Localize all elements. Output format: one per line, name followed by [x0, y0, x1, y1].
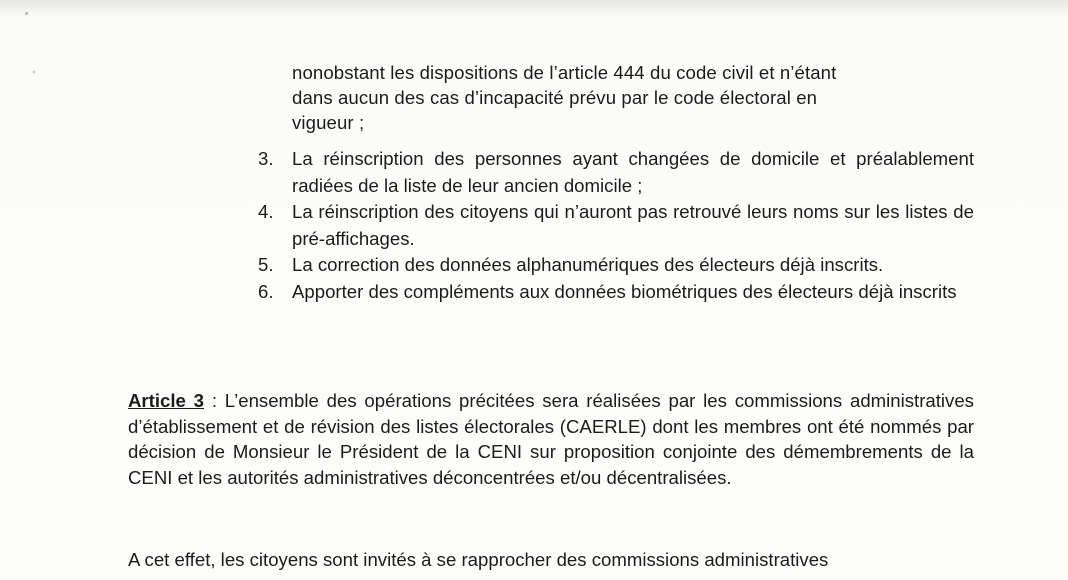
list-item-text: La réinscription des citoyens qui n’auront pas retrouvé leurs noms sur les listes de pré-affichages. [292, 201, 974, 249]
list-item [258, 199, 974, 252]
text-line: vigueur ; [292, 112, 365, 133]
article-3-paragraph [128, 388, 974, 490]
article-heading: Article 3 [128, 390, 205, 411]
list-number: 5. [258, 254, 274, 275]
continuation-paragraph [292, 60, 972, 135]
article-text: : L’ensemble des opérations précitées sera réalisées par les commissions administratives d’établissement et de révision des listes électorales (CAERLE) dont les membres ont été nommés par décision de Monsieur le Président de la CENI sur proposition conjointe des démembrements de la CENI et les autorités administratives déconcentrées et/ou décentralisées. [128, 390, 974, 488]
closing-paragraph [128, 547, 974, 573]
scan-speck [33, 71, 35, 73]
list-item-text: Apporter des compléments aux données biométriques des électeurs déjà inscrits [292, 280, 957, 302]
list-item-text: La correction des données alphanumériques des électeurs déjà inscrits. [292, 254, 884, 275]
scan-edge [0, 0, 1068, 14]
list-item-text: La réinscription des personnes ayant changées de domicile et préalablement radiées de la liste de leur ancien domicile ; [292, 148, 974, 196]
list-item [258, 252, 974, 279]
list-number: 6. [258, 280, 274, 302]
list-item [258, 146, 974, 199]
list-number: 3. [258, 148, 274, 169]
text-line: nonobstant les dispositions de l’article 444 du code civil et n’étant [292, 62, 837, 83]
scan-speck [25, 12, 28, 15]
numbered-list [258, 146, 974, 305]
list-item [258, 279, 974, 306]
list-number: 4. [258, 201, 274, 222]
text-line: dans aucun des cas d’incapacité prévu par le code électoral en [292, 87, 818, 108]
closing-text: A cet effet, les citoyens sont invités à se rapprocher des commissions administratives [128, 549, 829, 570]
